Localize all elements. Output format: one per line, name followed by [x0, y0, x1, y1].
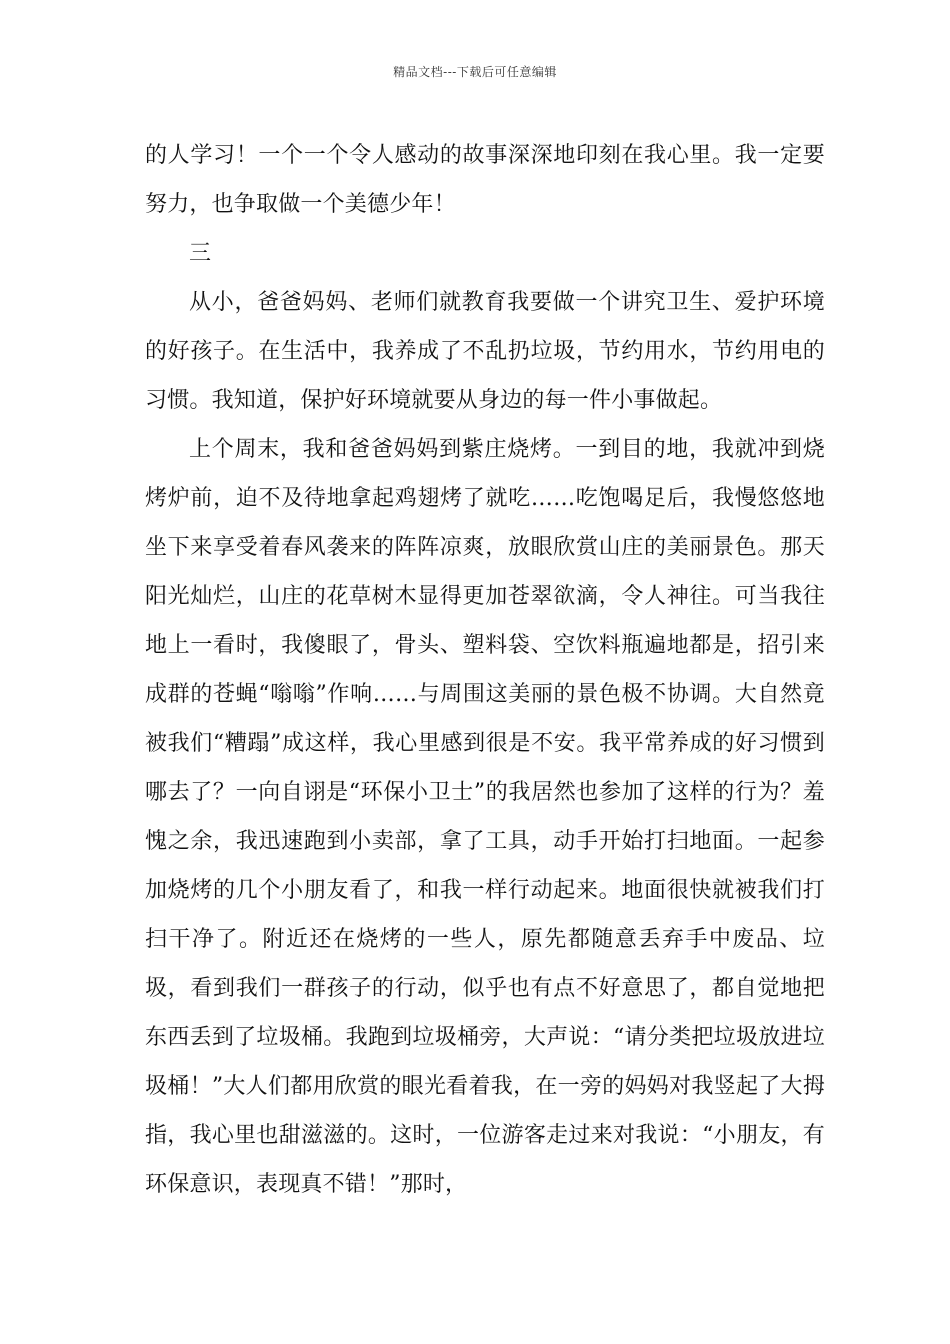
- paragraph: 上个周末，我和爸爸妈妈到紫庄烧烤。一到目的地，我就冲到烧烤炉前，迫不及待地拿起鸡翅烤了就吃……吃饱喝足后，我慢悠悠地坐下来享受着春风袭来的阵阵凉爽，放眼欣赏山庄的美丽景色。那天阳光灿烂，山庄的花草树木显得更加苍翠欲滴，令人神往。可当我往地上一看时，我傻眼了，骨头、塑料袋、空饮料瓶遍地都是，招引来成群的苍蝇“嗡嗡”作响……与周围这美丽的景色极不协调。大自然竟被我们“糟蹋”成这样，我心里感到很是不安。我平常养成的好习惯到哪去了？一向自诩是“环保小卫士”的我居然也参加了这样的行为？羞愧之余，我迅速跑到小卖部，拿了工具，动手开始打扫地面。一起参加烧烤的几个小朋友看了，和我一样行动起来。地面很快就被我们打扫干净了。附近还在烧烤的一些人，原先都随意丢弃手中废品、垃圾，看到我们一群孩子的行动，似乎也有点不好意思了，都自觉地把东西丢到了垃圾桶。我跑到垃圾桶旁，大声说：“请分类把垃圾放进垃圾桶！”大人们都用欣赏的眼光看着我，在一旁的妈妈对我竖起了大拇指，我心里也甜滋滋的。这时，一位游客走过来对我说：“小朋友，有环保意识，表现真不错！”那时，: [145, 437, 825, 1197]
- paragraph: 从小，爸爸妈妈、老师们就教育我要做一个讲究卫生、爱护环境的好孩子。在生活中，我养成了不乱扔垃圾，节约用水，节约用电的习惯。我知道，保护好环境就要从身边的每一件小事做起。: [145, 290, 825, 413]
- page-header: 精品文档---下载后可任意编辑: [393, 65, 557, 79]
- paragraph-continuation: 的人学习！一个一个令人感动的故事深深地印刻在我心里。我一定要努力，也争取做一个美德少年！: [145, 143, 825, 217]
- section-number: 三: [189, 241, 212, 266]
- document-body: [145, 131, 825, 1209]
